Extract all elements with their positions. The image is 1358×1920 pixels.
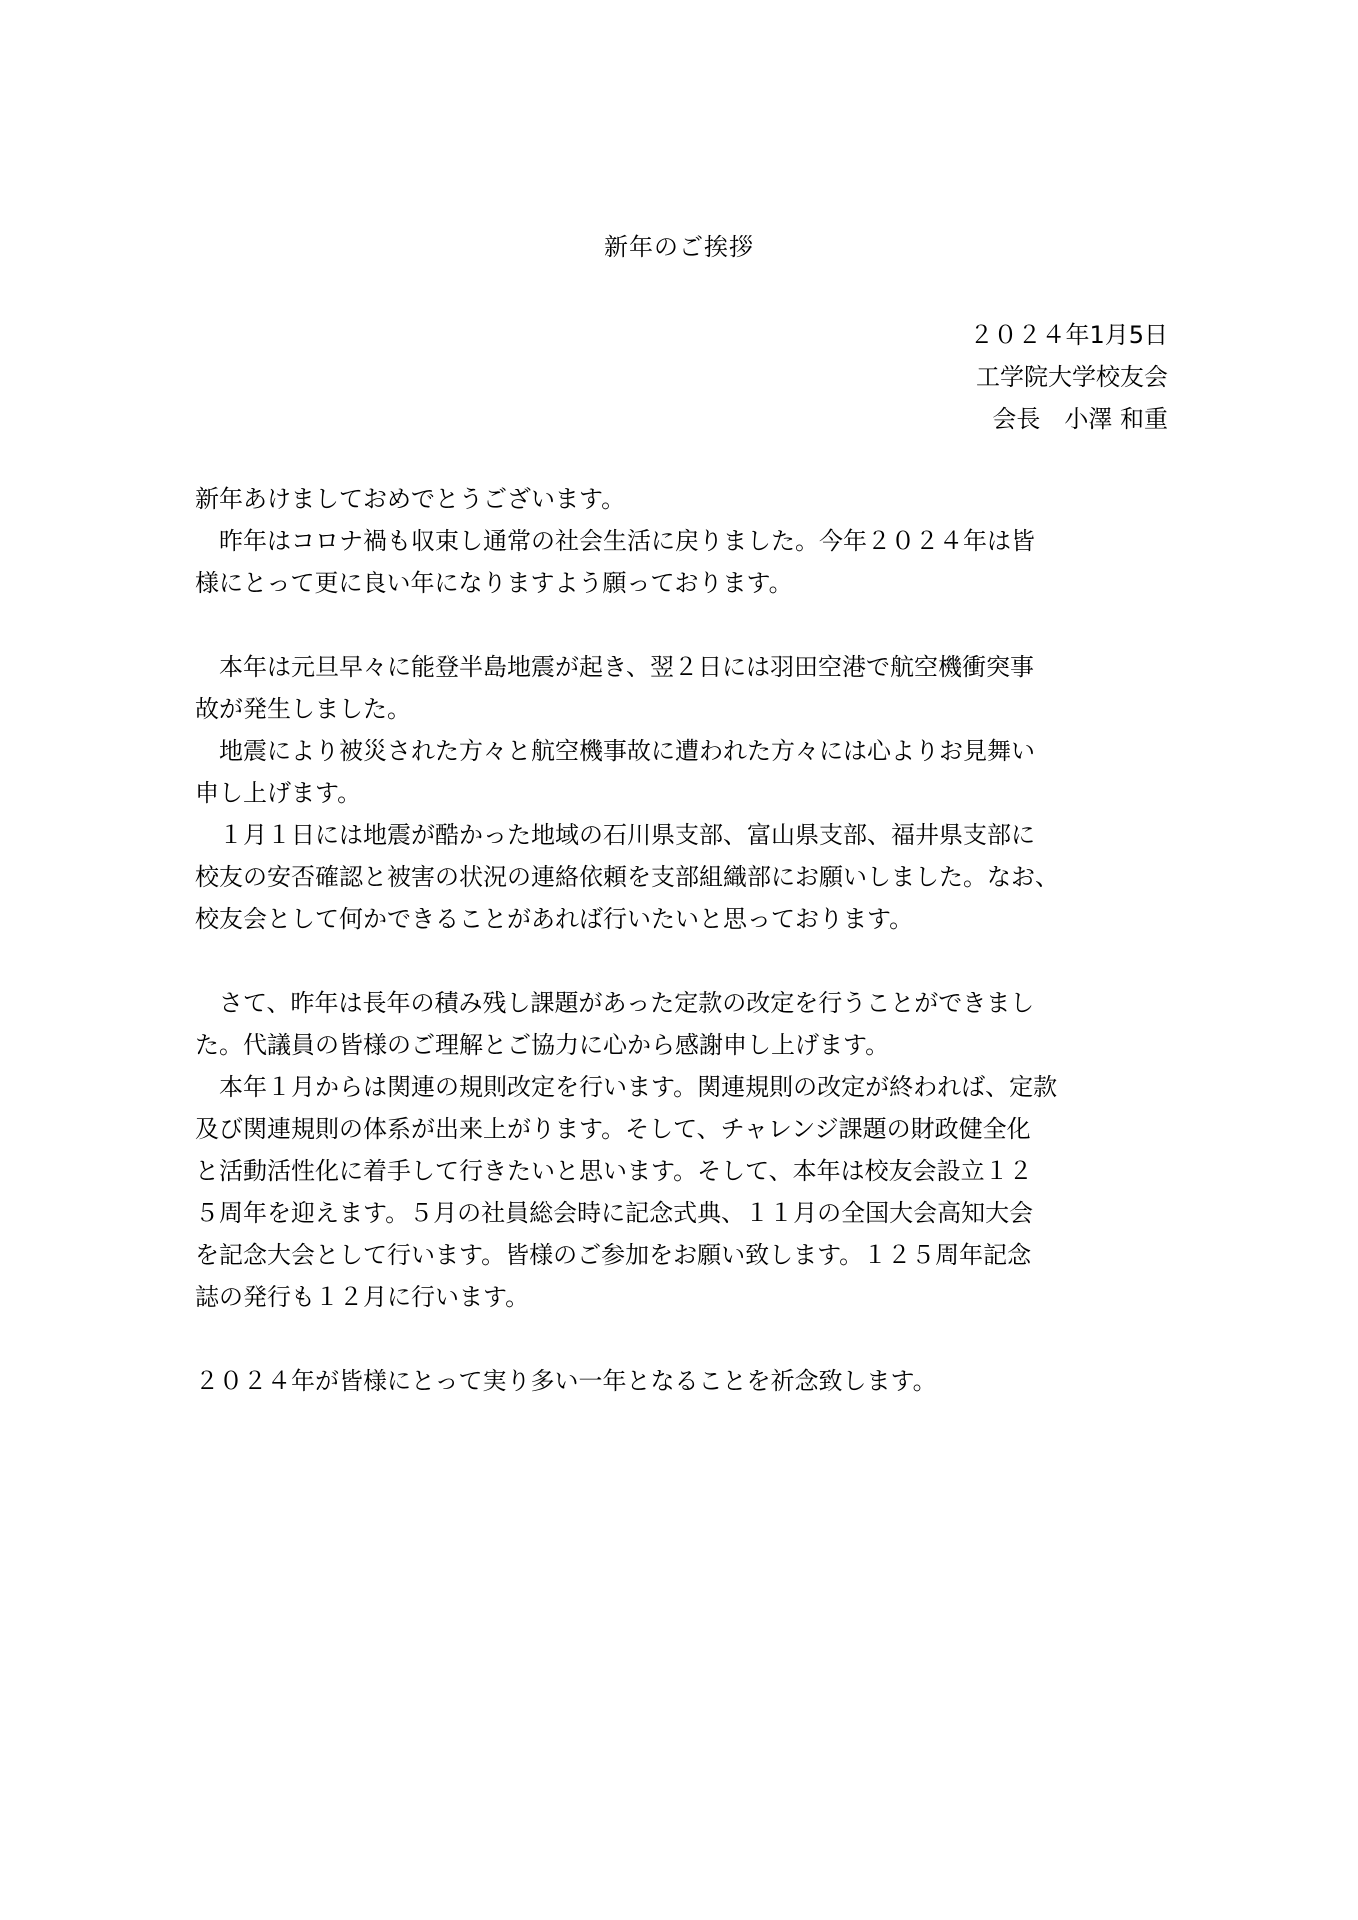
body-line: ５周年を迎えます。５月の社員総会時に記念式典、１１月の全国大会高知大会 bbox=[195, 1199, 1034, 1227]
paragraph-spacer bbox=[195, 1318, 1170, 1360]
body-line: と活動活性化に着手して行きたいと思います。そして、本年は校友会設立１２ bbox=[195, 1157, 1033, 1185]
body-line: 昨年はコロナ禍も収束し通常の社会生活に戻りました。今年２０２４年は皆 bbox=[195, 527, 1035, 555]
body-line: さて、昨年は長年の積み残し課題があった定款の改定を行うことができまし bbox=[195, 989, 1035, 1017]
organization-name: 工学院大学校友会 bbox=[976, 363, 1168, 391]
paragraph-spacer bbox=[195, 604, 1170, 646]
letter-header bbox=[969, 314, 1168, 440]
body-line: 本年１月からは関連の規則改定を行います。関連規則の改定が終われば、定款 bbox=[195, 1073, 1058, 1101]
body-line: 校友会として何かできることがあれば行いたいと思っております。 bbox=[195, 905, 914, 933]
body-line: 及び関連規則の体系が出来上がります。そして、チャレンジ課題の財政健全化 bbox=[195, 1115, 1031, 1143]
paragraph-spacer bbox=[195, 940, 1170, 982]
body-line: 地震により被災された方々と航空機事故に遭われた方々には心よりお見舞い bbox=[195, 737, 1035, 765]
body-line: 本年は元旦早々に能登半島地震が起き、翌２日には羽田空港で航空機衝突事 bbox=[195, 653, 1035, 681]
body-line: 校友の安否確認と被害の状況の連絡依頼を支部組織部にお願いしました。なお、 bbox=[195, 863, 1059, 891]
body-line: 新年あけましておめでとうございます。 bbox=[195, 485, 626, 513]
document-title: 新年のご挨拶 bbox=[604, 233, 754, 261]
body-line: た。代議員の皆様のご理解とご協力に心から感謝申し上げます。 bbox=[195, 1031, 890, 1059]
signatory-name: 会長 小澤 和重 bbox=[992, 405, 1168, 433]
body-line: １月１日には地震が酷かった地域の石川県支部、富山県支部、福井県支部に bbox=[195, 821, 1035, 849]
body-line: を記念大会として行います。皆様のご参加をお願い致します。１２５周年記念 bbox=[195, 1241, 1032, 1269]
letter-date: ２０２４年1月5日 bbox=[969, 321, 1168, 349]
body-line: 様にとって更に良い年になりますよう願っております。 bbox=[195, 569, 793, 597]
body-line: 故が発生しました。 bbox=[195, 695, 411, 723]
body-line: 申し上げます。 bbox=[195, 779, 362, 807]
closing-line: ２０２４年が皆様にとって実り多い一年となることを祈念致します。 bbox=[195, 1367, 937, 1395]
body-line: 誌の発行も１２月に行います。 bbox=[195, 1283, 530, 1311]
letter-body bbox=[195, 478, 1170, 1402]
